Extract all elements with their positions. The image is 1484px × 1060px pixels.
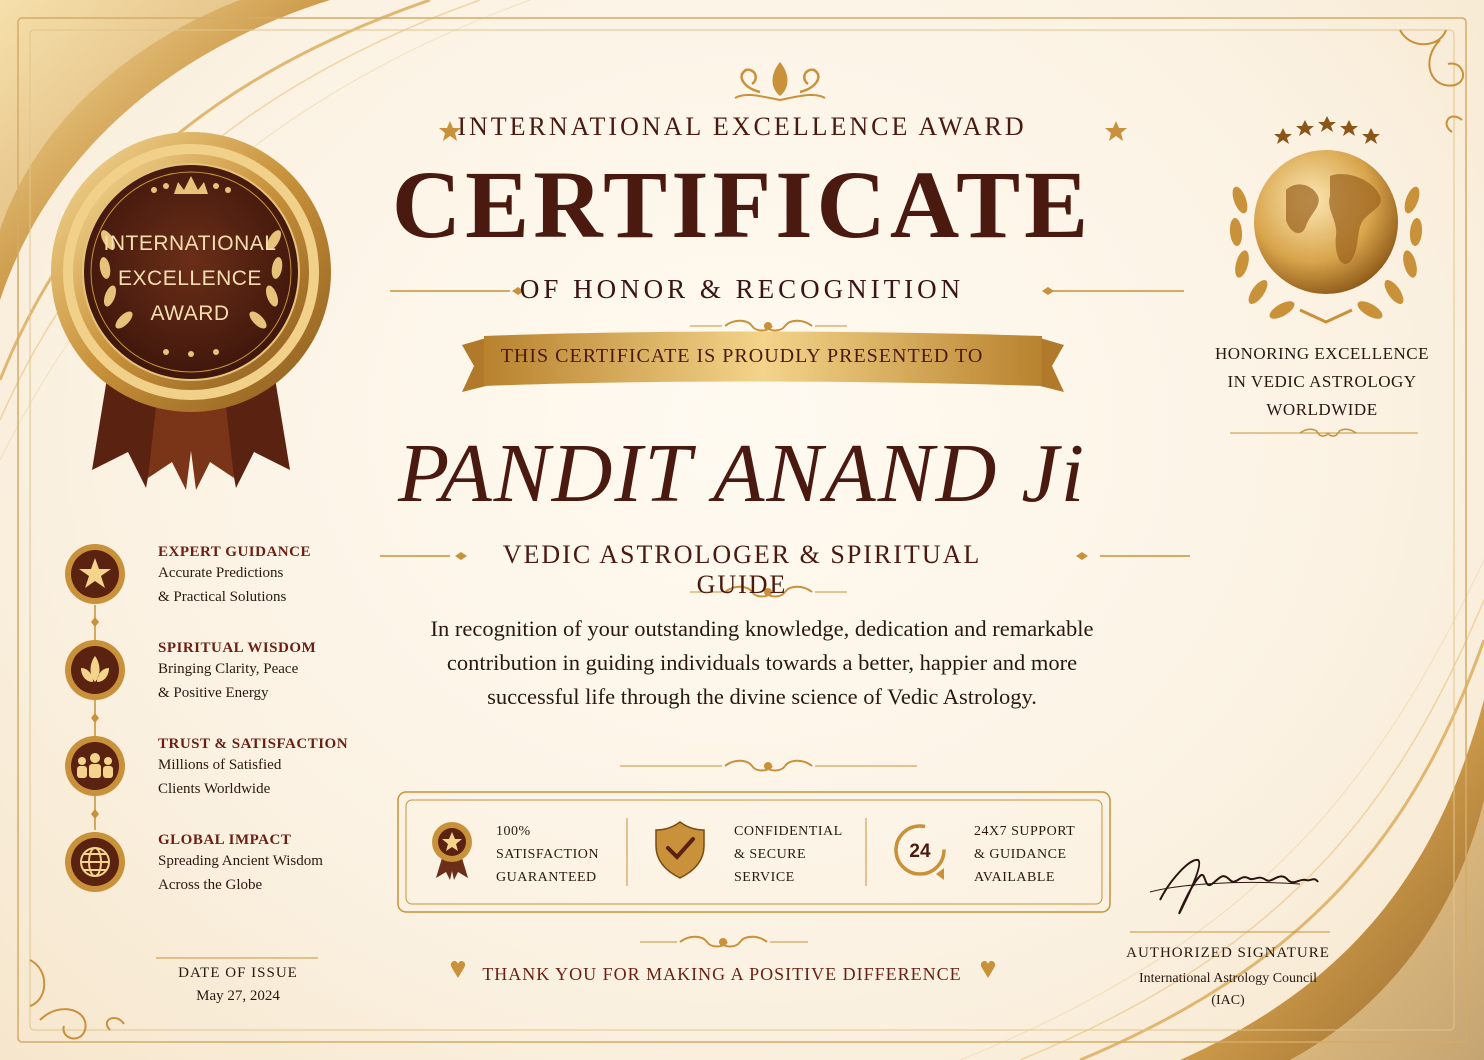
feature-line: AVAILABLE: [974, 870, 1055, 885]
recipient-role: VEDIC ASTROLOGER & SPIRITUAL GUIDE: [502, 540, 982, 599]
footer-flourish: [640, 937, 808, 947]
thank-you-text: THANK YOU FOR MAKING A POSITIVE DIFFERENCE: [482, 964, 962, 984]
sidebar-item-desc: Millions of Satisfied: [158, 757, 282, 773]
sidebar-item-trust-satisfaction: [158, 736, 378, 801]
badge-line: INTERNATIONAL: [103, 232, 277, 255]
feature-line: & GUIDANCE: [974, 847, 1067, 862]
feature-box: [398, 792, 1110, 912]
body-flourish: [620, 761, 917, 771]
feature-line: GUARANTEED: [496, 870, 597, 885]
sidebar-item-title: TRUST & SATISFACTION: [158, 736, 349, 752]
feature-support: [974, 820, 1075, 889]
date-label: DATE OF ISSUE: [178, 965, 298, 981]
honor-line: HONORING EXCELLENCE: [1215, 344, 1429, 363]
sidebar-item-desc: Spreading Ancient Wisdom: [158, 853, 323, 869]
sidebar-item-desc: Across the Globe: [158, 877, 263, 893]
sidebar-item-spiritual-wisdom: [158, 640, 378, 705]
certificate-subtitle: OF HONOR & RECOGNITION: [519, 274, 965, 304]
sidebar-item-desc: Accurate Predictions: [158, 565, 284, 581]
feature-line: 100%: [496, 824, 531, 839]
signature-org-line: (IAC): [1211, 993, 1245, 1008]
feature-line: & SECURE: [734, 847, 807, 862]
globe-emblem: [1229, 116, 1423, 322]
clock-24-label: 24: [909, 841, 931, 862]
badge-text: [100, 226, 280, 331]
sidebar-item-title: SPIRITUAL WISDOM: [158, 640, 317, 656]
sidebar-item-global-impact: [158, 832, 378, 897]
feature-line: 24X7 SUPPORT: [974, 824, 1076, 839]
feature-confidential: [734, 820, 843, 889]
feature-line: SERVICE: [734, 870, 795, 885]
honor-line: IN VEDIC ASTROLOGY: [1227, 372, 1417, 391]
recipient-name: PANDIT ANAND Ji: [397, 427, 1087, 520]
feature-line: SATISFACTION: [496, 847, 599, 862]
feature-satisfaction: [496, 820, 599, 889]
presented-to-text: THIS CERTIFICATE IS PROUDLY PRESENTED TO: [500, 345, 984, 367]
recognition-text: In recognition of your outstanding knowledge, dedication and remarkable contribution in guiding individuals towards a better, happier and more successful life through the divine science of Vedic Astrology.: [430, 616, 1094, 709]
sidebar-item-desc: & Practical Solutions: [158, 589, 287, 605]
sidebar-icons: [65, 544, 125, 892]
award-title: INTERNATIONAL EXCELLENCE AWARD: [457, 112, 1027, 141]
signature-label: AUTHORIZED SIGNATURE: [1126, 945, 1330, 961]
sidebar-item-title: GLOBAL IMPACT: [158, 832, 292, 848]
sidebar-item-title: EXPERT GUIDANCE: [158, 544, 311, 560]
subtitle-flourish: [690, 321, 847, 331]
signature-org: [1110, 968, 1346, 1012]
sidebar-item-expert-guidance: [158, 544, 378, 609]
signature: [1150, 860, 1318, 913]
badge-line: EXCELLENCE: [118, 267, 262, 290]
certificate-title: CERTIFICATE: [391, 151, 1093, 258]
feature-line: CONFIDENTIAL: [734, 824, 843, 839]
signature-org-line: International Astrology Council: [1138, 971, 1318, 986]
sidebar-item-desc: & Positive Energy: [158, 685, 269, 701]
date-value: May 27, 2024: [196, 988, 280, 1004]
sidebar-item-desc: Bringing Clarity, Peace: [158, 661, 299, 677]
honor-line: WORLDWIDE: [1266, 400, 1378, 419]
honor-text: [1200, 340, 1444, 424]
bottom-left-flourish: [30, 960, 124, 1039]
badge-line: AWARD: [150, 302, 230, 325]
top-ornament: [735, 62, 825, 100]
sidebar-item-desc: Clients Worldwide: [158, 781, 271, 797]
